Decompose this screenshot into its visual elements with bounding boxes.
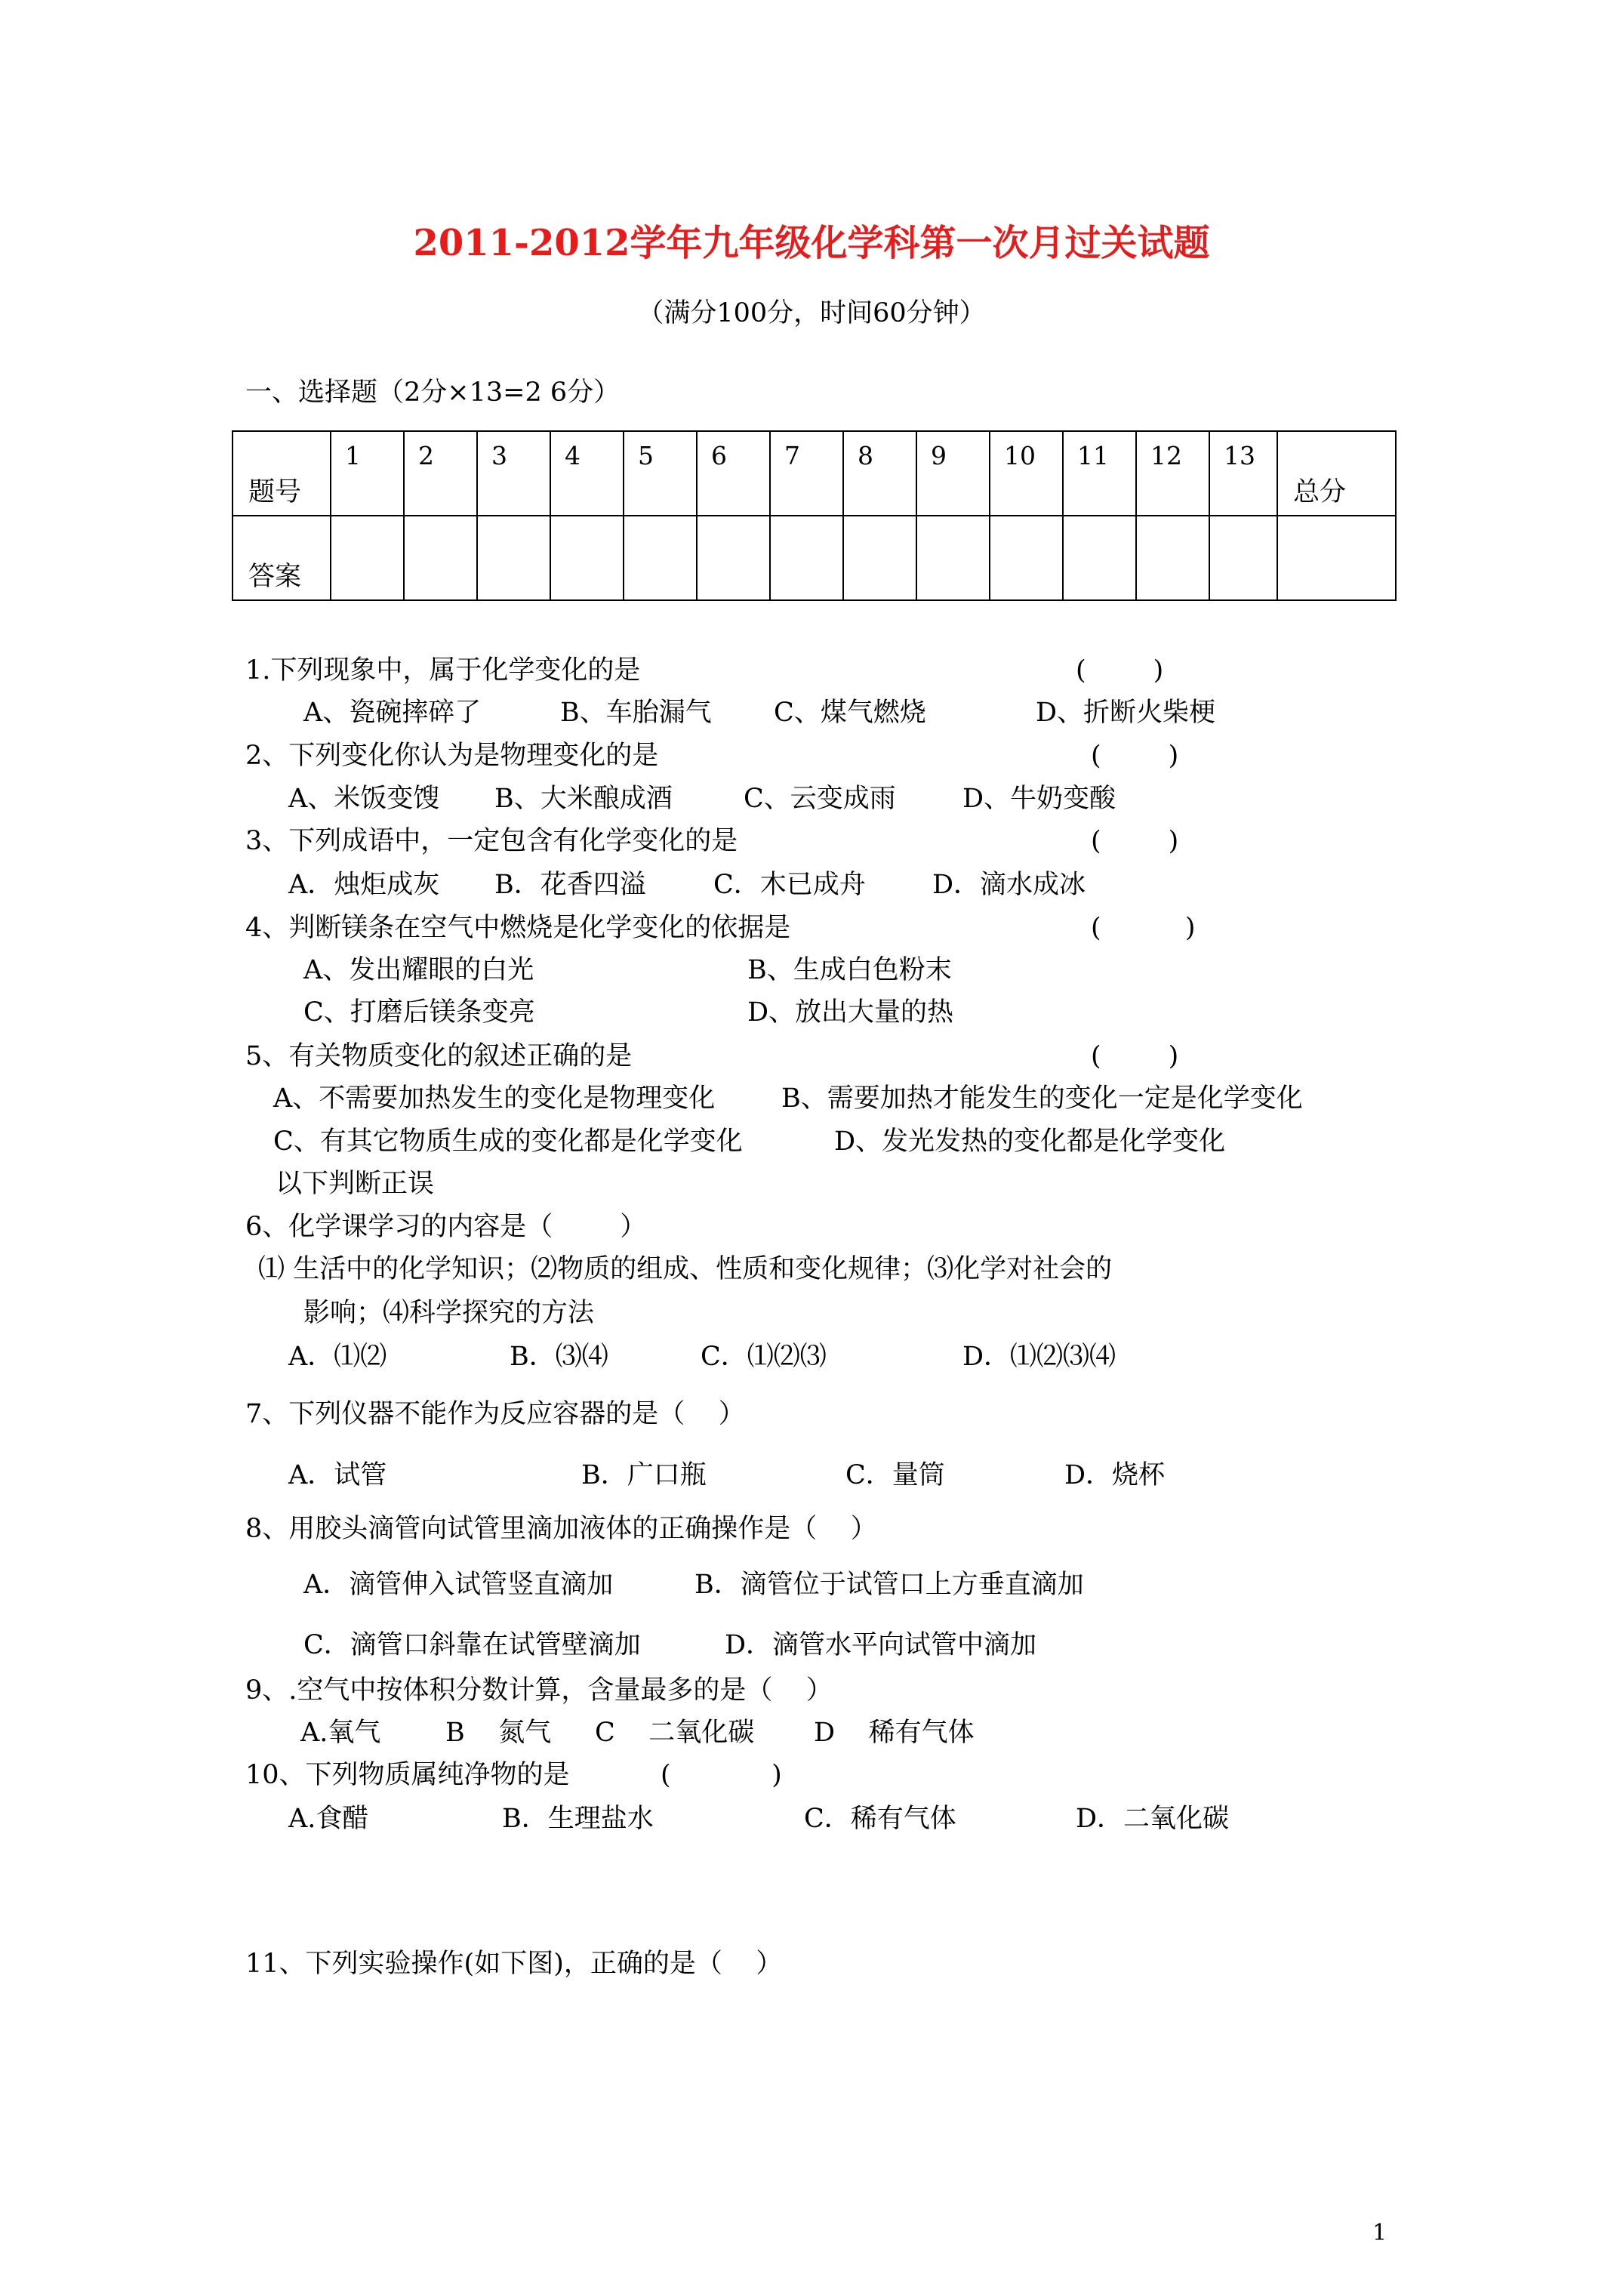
answer-paren: ( ) — [1091, 741, 1179, 771]
option-c: C．量筒 — [845, 1460, 945, 1490]
question-2-stem: 2、下列变化你认为是物理变化的是 — [245, 741, 659, 771]
total-score-cell[interactable] — [1277, 516, 1396, 600]
option-a: A.食醋 — [288, 1804, 369, 1834]
option-b: B．花香四溢 — [494, 870, 646, 900]
option-b: B 氮气 — [445, 1718, 552, 1748]
section-heading: 一、选择题（2分×13=2 6分） — [245, 378, 621, 408]
option-b: B．⑶⑷ — [510, 1342, 608, 1372]
option-c: C．⑴⑵⑶ — [701, 1342, 827, 1372]
answer-cell[interactable] — [331, 516, 404, 600]
answer-paren: ( ) — [1091, 1041, 1179, 1071]
answer-cell[interactable] — [990, 516, 1063, 600]
question-5-stem: 5、有关物质变化的叙述正确的是 — [245, 1041, 633, 1071]
question-number-cell: 10 — [990, 431, 1063, 516]
option-a: A．烛炬成灰 — [288, 870, 440, 900]
page-number: 1 — [1372, 2220, 1387, 2246]
page-title: 2011-2012学年九年级化学科第一次月过关试题 — [413, 222, 1210, 264]
option-a: A.氧气 — [300, 1718, 381, 1748]
option-c: C、打磨后镁条变亮 — [303, 997, 535, 1028]
question-6-line-2: 影响；⑷科学探究的方法 — [303, 1298, 595, 1328]
answer-cell[interactable] — [1136, 516, 1209, 600]
question-6-line-1: ⑴ 生活中的化学知识；⑵物质的组成、性质和变化规律；⑶化学对社会的 — [258, 1254, 1113, 1284]
question-number-cell: 12 — [1136, 431, 1209, 516]
option-a: A、瓷碗摔碎了 — [303, 698, 482, 728]
page-subtitle: （满分100分，时间60分钟） — [637, 298, 986, 328]
answer-cell[interactable] — [1063, 516, 1136, 600]
option-a: A、米饭变馊 — [288, 784, 440, 814]
true-false-heading: 以下判断正误 — [276, 1169, 435, 1199]
answer-cell[interactable] — [404, 516, 477, 600]
option-a: A、发出耀眼的白光 — [303, 955, 534, 985]
answer-cell[interactable] — [916, 516, 990, 600]
answer-cell[interactable] — [843, 516, 916, 600]
option-b: B．滴管位于试管口上方垂直滴加 — [694, 1570, 1084, 1600]
row-label-answer: 答案 — [233, 516, 331, 600]
answer-cell[interactable] — [1209, 516, 1277, 600]
option-d: D．二氧化碳 — [1076, 1804, 1230, 1834]
answer-cell[interactable] — [550, 516, 624, 600]
answer-table — [232, 430, 1397, 601]
question-number-cell: 2 — [404, 431, 477, 516]
question-number-cell: 13 — [1209, 431, 1277, 516]
question-7-stem: 7、下列仪器不能作为反应容器的是（ ） — [245, 1399, 745, 1429]
question-number-cell: 11 — [1063, 431, 1136, 516]
option-a: A．试管 — [288, 1460, 387, 1490]
answer-cell[interactable] — [697, 516, 770, 600]
question-10-stem: 10、下列物质属纯净物的是 — [245, 1760, 570, 1790]
option-d: D．⑴⑵⑶⑷ — [962, 1342, 1116, 1372]
question-3-stem: 3、下列成语中，一定包含有化学变化的是 — [245, 826, 738, 856]
row-label-number: 题号 — [233, 431, 331, 516]
option-c: C．滴管口斜靠在试管壁滴加 — [303, 1630, 641, 1660]
answer-paren: ( ) — [661, 1760, 782, 1790]
option-d: D．烧杯 — [1064, 1460, 1166, 1490]
option-b: B、生成白色粉末 — [747, 955, 952, 985]
total-score-label: 总分 — [1277, 431, 1396, 516]
question-4-stem: 4、判断镁条在空气中燃烧是化学变化的依据是 — [245, 913, 791, 943]
option-c: C、煤气燃烧 — [774, 698, 926, 728]
option-a: A．⑴⑵ — [288, 1342, 387, 1372]
answer-paren: ( ) — [1076, 655, 1164, 686]
answer-cell[interactable] — [770, 516, 843, 600]
option-c: C、云变成雨 — [744, 784, 896, 814]
answer-paren: ( ) — [1091, 826, 1179, 856]
question-number-cell: 5 — [624, 431, 697, 516]
question-number-cell: 6 — [697, 431, 770, 516]
option-d: D、折断火柴梗 — [1036, 698, 1216, 728]
option-c: C 二氧化碳 — [595, 1718, 755, 1748]
option-b: B．生理盐水 — [502, 1804, 654, 1834]
question-number-cell: 3 — [477, 431, 550, 516]
question-number-cell: 4 — [550, 431, 624, 516]
question-11-stem: 11、下列实验操作(如下图)，正确的是（ ） — [245, 1949, 783, 1979]
question-8-stem: 8、用胶头滴管向试管里滴加液体的正确操作是（ ） — [245, 1514, 877, 1544]
option-c: C、有其它物质生成的变化都是化学变化 — [273, 1126, 743, 1157]
option-b: B、大米酿成酒 — [494, 784, 673, 814]
question-number-cell: 8 — [843, 431, 916, 516]
answer-cell[interactable] — [477, 516, 550, 600]
option-c: C．木已成舟 — [713, 870, 866, 900]
question-6-stem: 6、化学课学习的内容是（ ） — [245, 1212, 647, 1242]
option-d: D．滴管水平向试管中滴加 — [725, 1630, 1037, 1660]
table-row-answers — [233, 516, 1396, 600]
table-row-numbers — [233, 431, 1396, 516]
answer-cell[interactable] — [624, 516, 697, 600]
option-c: C．稀有气体 — [804, 1804, 956, 1834]
option-b: B、车胎漏气 — [560, 698, 712, 728]
option-a: A．滴管伸入试管竖直滴加 — [303, 1570, 614, 1600]
answer-paren: ( ) — [1091, 913, 1196, 943]
option-d: D．滴水成冰 — [932, 870, 1086, 900]
option-d: D、牛奶变酸 — [962, 784, 1116, 814]
question-number-cell: 1 — [331, 431, 404, 516]
question-1-stem: 1.下列现象中，属于化学变化的是 — [245, 655, 641, 686]
option-a: A、不需要加热发生的变化是物理变化 — [273, 1083, 716, 1114]
option-d: D 稀有气体 — [814, 1718, 975, 1748]
option-d: D、放出大量的热 — [747, 997, 954, 1028]
option-b: B、需要加热才能发生的变化一定是化学变化 — [781, 1083, 1303, 1114]
option-b: B．广口瓶 — [581, 1460, 707, 1490]
question-9-stem: 9、.空气中按体积分数计算，含量最多的是（ ） — [245, 1675, 833, 1706]
question-number-cell: 7 — [770, 431, 843, 516]
question-number-cell: 9 — [916, 431, 990, 516]
option-d: D、发光发热的变化都是化学变化 — [834, 1126, 1226, 1157]
